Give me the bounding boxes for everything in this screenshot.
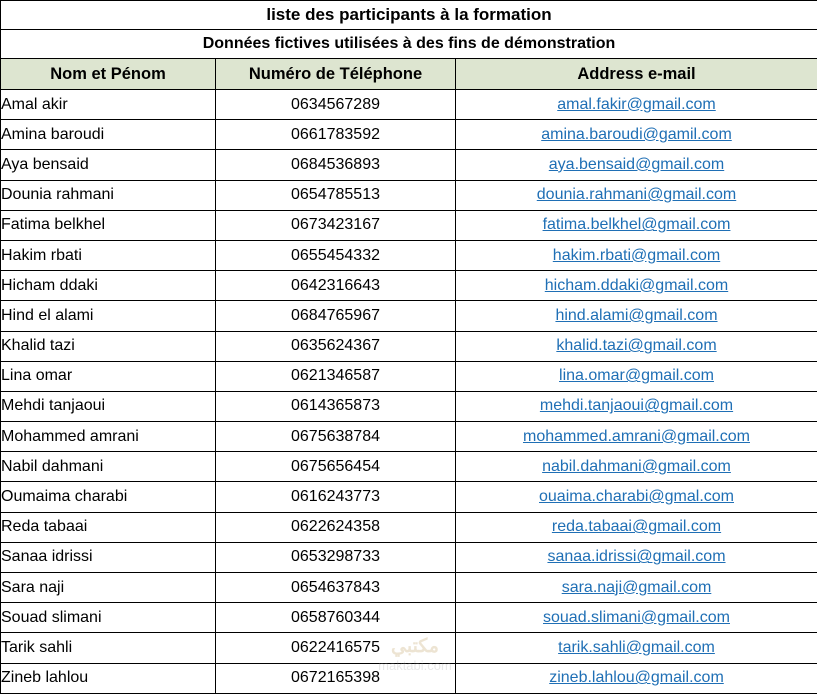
cell-phone: 0622624358 xyxy=(216,512,456,542)
table-row xyxy=(1,633,817,663)
email-link[interactable]: aya.bensaid@gmail.com xyxy=(548,155,725,173)
table-row xyxy=(1,271,817,301)
cell-email xyxy=(456,120,817,150)
column-header-email: Address e-mail xyxy=(456,59,817,90)
cell-name: Fatima belkhel xyxy=(1,210,216,240)
cell-email xyxy=(456,361,817,391)
cell-email xyxy=(456,422,817,452)
email-link[interactable]: amina.baroudi@gamil.com xyxy=(541,125,732,143)
cell-name: Oumaima charabi xyxy=(1,482,216,512)
cell-email xyxy=(456,633,817,663)
cell-email xyxy=(456,90,817,120)
cell-email xyxy=(456,603,817,633)
cell-name: Sanaa idrissi xyxy=(1,542,216,572)
column-header-row xyxy=(1,59,817,90)
table-row xyxy=(1,150,817,180)
cell-name: Hicham ddaki xyxy=(1,271,216,301)
cell-phone: 0684536893 xyxy=(216,150,456,180)
email-link[interactable]: hakim.rbati@gmail.com xyxy=(552,246,721,264)
table-row xyxy=(1,301,817,331)
subtitle-row xyxy=(1,30,817,59)
cell-email xyxy=(456,180,817,210)
cell-name: Souad slimani xyxy=(1,603,216,633)
email-link[interactable]: zineb.lahlou@gmail.com xyxy=(549,669,724,687)
cell-email xyxy=(456,573,817,603)
table-row xyxy=(1,603,817,633)
cell-name: Dounia rahmani xyxy=(1,180,216,210)
email-link[interactable]: tarik.sahli@gmail.com xyxy=(558,638,715,656)
cell-phone: 0672165398 xyxy=(216,663,456,693)
email-link[interactable]: khalid.tazi@gmail.com xyxy=(556,337,717,355)
cell-email xyxy=(456,150,817,180)
table-row xyxy=(1,240,817,270)
cell-name: Mehdi tanjaoui xyxy=(1,391,216,421)
email-link[interactable]: sara.naji@gmail.com xyxy=(561,578,712,596)
cell-name: Aya bensaid xyxy=(1,150,216,180)
cell-email xyxy=(456,452,817,482)
table-row xyxy=(1,542,817,572)
table-row xyxy=(1,361,817,391)
cell-phone: 0653298733 xyxy=(216,542,456,572)
cell-phone: 0654785513 xyxy=(216,180,456,210)
cell-phone: 0616243773 xyxy=(216,482,456,512)
cell-name: Hind el alami xyxy=(1,301,216,331)
cell-email xyxy=(456,271,817,301)
table-row xyxy=(1,512,817,542)
cell-phone: 0675656454 xyxy=(216,452,456,482)
cell-email xyxy=(456,240,817,270)
cell-name: Amina baroudi xyxy=(1,120,216,150)
document-subtitle: Données fictives utilisées à des fins de démonstration xyxy=(1,30,817,59)
document-title: liste des participants à la formation xyxy=(1,1,817,30)
cell-name: Reda tabaai xyxy=(1,512,216,542)
email-link[interactable]: amal.fakir@gmail.com xyxy=(557,95,716,113)
column-header-phone: Numéro de Téléphone xyxy=(216,59,456,90)
cell-name: Sara naji xyxy=(1,573,216,603)
email-link[interactable]: souad.slimani@gmail.com xyxy=(543,608,730,626)
cell-email xyxy=(456,542,817,572)
cell-name: Mohammed amrani xyxy=(1,422,216,452)
email-link[interactable]: mohammed.amrani@gmail.com xyxy=(523,427,750,445)
email-link[interactable]: nabil.dahmani@gmail.com xyxy=(542,457,731,475)
table-body xyxy=(1,1,817,694)
email-link[interactable]: dounia.rahmani@gmail.com xyxy=(536,186,737,204)
cell-email xyxy=(456,331,817,361)
email-link[interactable]: mehdi.tanjaoui@gmail.com xyxy=(539,397,734,415)
table-row xyxy=(1,331,817,361)
cell-email xyxy=(456,512,817,542)
email-link[interactable]: lina.omar@gmail.com xyxy=(559,367,714,385)
table-row xyxy=(1,90,817,120)
email-link[interactable]: hicham.ddaki@gmail.com xyxy=(544,276,729,294)
cell-phone: 0622416575 xyxy=(216,633,456,663)
cell-name: Khalid tazi xyxy=(1,331,216,361)
cell-name: Tarik sahli xyxy=(1,633,216,663)
cell-phone: 0621346587 xyxy=(216,361,456,391)
cell-phone: 0614365873 xyxy=(216,391,456,421)
cell-phone: 0675638784 xyxy=(216,422,456,452)
email-link[interactable]: ouaima.charabi@gmal.com xyxy=(539,488,734,506)
watermark-subtext: maktabi.com xyxy=(378,658,452,673)
cell-phone: 0684765967 xyxy=(216,301,456,331)
table-row xyxy=(1,573,817,603)
cell-email xyxy=(456,482,817,512)
cell-email xyxy=(456,391,817,421)
email-link[interactable]: reda.tabaai@gmail.com xyxy=(551,518,722,536)
table-row xyxy=(1,120,817,150)
cell-phone: 0673423167 xyxy=(216,210,456,240)
table-row xyxy=(1,391,817,421)
cell-phone: 0635624367 xyxy=(216,331,456,361)
cell-phone: 0634567289 xyxy=(216,90,456,120)
cell-name: Hakim rbati xyxy=(1,240,216,270)
table-row xyxy=(1,452,817,482)
cell-phone: 0658760344 xyxy=(216,603,456,633)
table-row xyxy=(1,663,817,693)
watermark-text: مكتبي xyxy=(391,636,439,657)
cell-name: Nabil dahmani xyxy=(1,452,216,482)
cell-name: Zineb lahlou xyxy=(1,663,216,693)
email-link[interactable]: fatima.belkhel@gmail.com xyxy=(542,216,731,234)
table-row xyxy=(1,210,817,240)
table-row xyxy=(1,482,817,512)
cell-email xyxy=(456,210,817,240)
cell-phone: 0642316643 xyxy=(216,271,456,301)
table-row xyxy=(1,422,817,452)
cell-email xyxy=(456,301,817,331)
cell-phone: 0661783592 xyxy=(216,120,456,150)
email-link[interactable]: sanaa.idrissi@gmail.com xyxy=(547,548,726,566)
cell-email xyxy=(456,663,817,693)
table-row xyxy=(1,180,817,210)
cell-name: Amal akir xyxy=(1,90,216,120)
title-row xyxy=(1,1,817,30)
cell-phone: 0655454332 xyxy=(216,240,456,270)
cell-phone: 0654637843 xyxy=(216,573,456,603)
column-header-name: Nom et Pénom xyxy=(1,59,216,90)
email-link[interactable]: hind.alami@gmail.com xyxy=(555,306,718,324)
cell-name: Lina omar xyxy=(1,361,216,391)
